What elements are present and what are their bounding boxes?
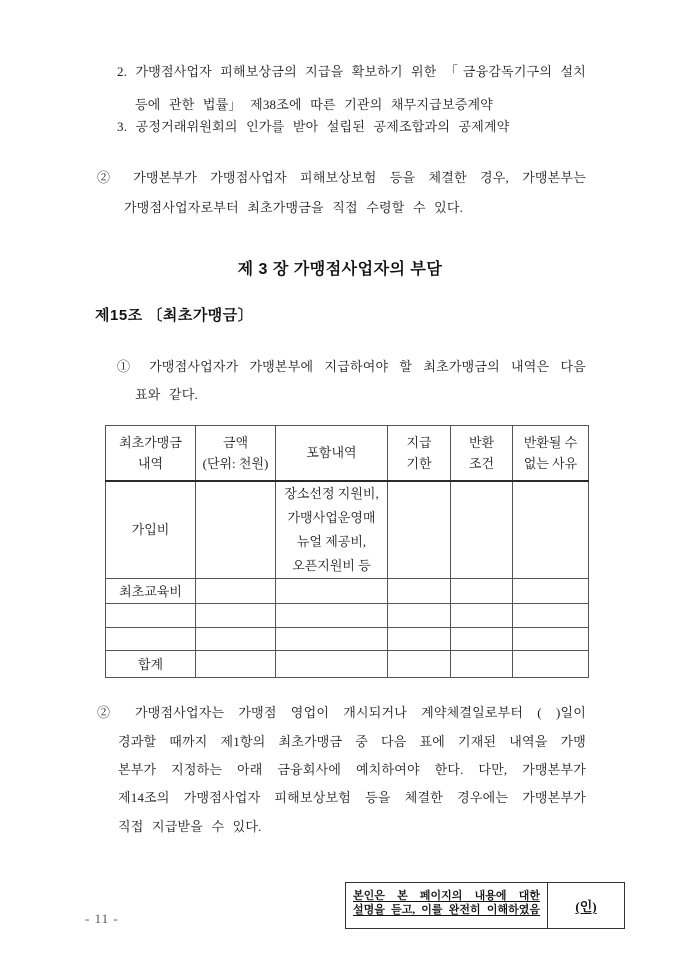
fee-row-training-fee bbox=[106, 579, 589, 604]
list-item-2-line-1: 2. 가맹점사업자 피해보상금의 지급을 확보하기 위한 「금융감독기구의 설치 bbox=[117, 64, 586, 79]
training-fee-contents bbox=[276, 579, 388, 604]
blank-cell bbox=[388, 628, 451, 651]
acknowledgement-text bbox=[346, 883, 547, 928]
clause-insurance-line-1: ② 가맹본부가 가맹점사업자 피해보상보험 등을 체결한 경우, 가맹본부는 bbox=[97, 170, 586, 185]
header-contents: 포함내역 bbox=[276, 426, 388, 481]
list-item-3: 3. 공정거래위원회의 인가를 받아 설립된 공제조합과의 공제계약 bbox=[117, 119, 510, 134]
clause-fee-intro-line-2: 표와 같다. bbox=[135, 387, 198, 402]
training-fee-refund bbox=[451, 579, 513, 604]
list-item-2-line-2: 등에 관한 법률」 제38조에 따른 기관의 채무지급보증계약 bbox=[135, 97, 493, 112]
header-amount: 금액 (단위: 천원) bbox=[196, 426, 276, 481]
page-number: - 11 - bbox=[85, 911, 119, 926]
blank-cell bbox=[106, 604, 196, 628]
acknowledgement-stamp-box bbox=[345, 882, 625, 929]
total-nonrefund bbox=[513, 651, 589, 678]
blank-cell bbox=[513, 628, 589, 651]
join-fee-amount bbox=[196, 481, 276, 579]
seal-placeholder: (인) bbox=[547, 883, 624, 928]
total-amount bbox=[196, 651, 276, 678]
blank-cell bbox=[196, 628, 276, 651]
fee-row-join-fee bbox=[106, 481, 589, 579]
fee-table-header-row bbox=[106, 426, 589, 481]
total-refund bbox=[451, 651, 513, 678]
training-fee-label: 최초교육비 bbox=[106, 579, 196, 604]
training-fee-due bbox=[388, 579, 451, 604]
join-fee-contents: 장소선정 지원비, 가맹사업운영매 뉴얼 제공비, 오픈지원비 등 bbox=[276, 481, 388, 579]
join-fee-label: 가입비 bbox=[106, 481, 196, 579]
fee-row-total bbox=[106, 651, 589, 678]
clause-deposit-line-4: 제14조의 가맹점사업자 피해보상보험 등을 체결한 경우에는 가맹본부가 bbox=[118, 790, 586, 805]
clause-deposit-line-1: ② 가맹점사업자는 가맹점 영업이 개시되거나 계약체결일로부터 ( )일이 bbox=[97, 705, 586, 720]
total-label: 합계 bbox=[106, 651, 196, 678]
blank-cell bbox=[196, 604, 276, 628]
header-initial-fee: 최초가맹금 내역 bbox=[106, 426, 196, 481]
training-fee-nonrefund bbox=[513, 579, 589, 604]
blank-cell bbox=[513, 604, 589, 628]
blank-cell bbox=[451, 628, 513, 651]
fee-row-blank-1 bbox=[106, 604, 589, 628]
blank-cell bbox=[276, 628, 388, 651]
header-refund-condition: 반환 조건 bbox=[451, 426, 513, 481]
blank-cell bbox=[388, 604, 451, 628]
fee-row-blank-2 bbox=[106, 628, 589, 651]
acknowledgement-line-1: 본인은 본 페이지의 내용에 대한 bbox=[353, 890, 540, 902]
join-fee-refund bbox=[451, 481, 513, 579]
initial-fee-table bbox=[105, 425, 589, 678]
blank-cell bbox=[276, 604, 388, 628]
blank-cell bbox=[106, 628, 196, 651]
training-fee-amount bbox=[196, 579, 276, 604]
total-contents bbox=[276, 651, 388, 678]
header-nonrefundable-reason: 반환될 수 없는 사유 bbox=[513, 426, 589, 481]
clause-insurance-line-2: 가맹점사업자로부터 최초가맹금을 직접 수령할 수 있다. bbox=[124, 200, 464, 215]
total-due bbox=[388, 651, 451, 678]
header-due-date: 지급 기한 bbox=[388, 426, 451, 481]
clause-fee-intro-line-1: ① 가맹점사업자가 가맹본부에 지급하여야 할 최초가맹금의 내역은 다음 bbox=[117, 359, 586, 374]
clause-deposit-line-2: 경과할 때까지 제1항의 최초가맹금 중 다음 표에 기재된 내역을 가맹 bbox=[118, 734, 586, 749]
clause-deposit-line-3: 본부가 지정하는 아래 금융회사에 예치하여야 한다. 다만, 가맹본부가 bbox=[118, 762, 586, 777]
join-fee-nonrefund bbox=[513, 481, 589, 579]
acknowledgement-line-2: 설명을 듣고, 이를 완전히 이해하였음 bbox=[353, 904, 540, 916]
clause-deposit-line-5: 직접 지급받을 수 있다. bbox=[118, 819, 262, 834]
blank-cell bbox=[451, 604, 513, 628]
join-fee-due bbox=[388, 481, 451, 579]
chapter-heading: 제 3 장 가맹점사업자의 부담 bbox=[237, 261, 443, 278]
article-heading: 제15조 〔최초가맹금〕 bbox=[95, 307, 254, 324]
